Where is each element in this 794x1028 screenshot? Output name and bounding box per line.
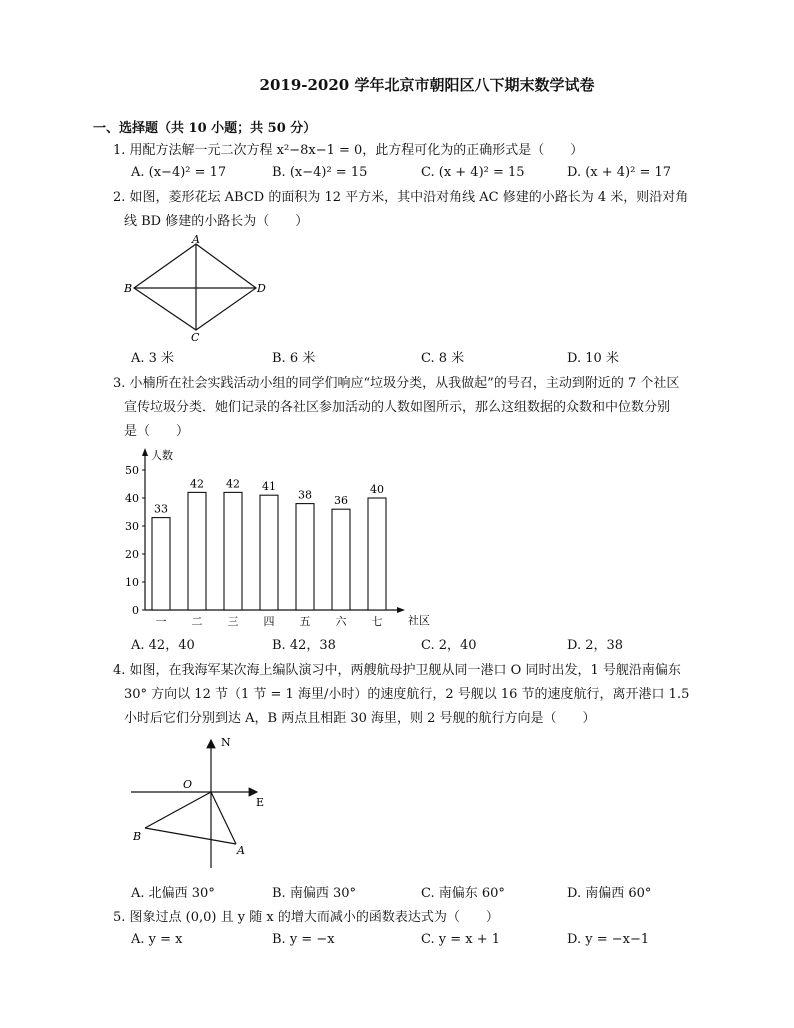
x-tick-label: 一: [155, 615, 167, 628]
y-axis-arrow: [142, 448, 148, 456]
question-3-line2: 宣传垃圾分类．她们记录的各社区参加活动的人数如图所示，那么这组数据的众数和中位数分别: [124, 400, 671, 415]
q4-option-b: B. 南偏西 30°: [272, 886, 356, 901]
question-2-line1: 2. 如图，菱形花坛 ABCD 的面积为 12 平方米，其中沿对角线 AC 修建的小路长为 4 米，则沿对角: [113, 190, 689, 205]
label-e: E: [256, 796, 265, 809]
rhombus-figure: [120, 232, 280, 344]
segment-ob: [145, 792, 211, 828]
q3-option-c: C. 2，40: [421, 638, 477, 653]
bar-value-label: 42: [226, 477, 240, 491]
q2-option-c: C. 8 米: [421, 351, 465, 366]
bar-chart: [110, 444, 440, 630]
bar: [224, 492, 242, 610]
question-4-line3: 小时后它们分别到达 A，B 两点且相距 30 海里，则 2 号舰的航行方向是（ ）: [124, 711, 596, 726]
bar: [188, 492, 206, 610]
q2-option-a: A. 3 米: [131, 351, 175, 366]
page-title: 2019-2020 学年北京市朝阳区八下期末数学试卷: [259, 76, 595, 94]
y-tick-label: 40: [125, 492, 139, 505]
segment-ab: [145, 828, 236, 844]
y-tick-label: 50: [125, 464, 139, 477]
x-tick-label: 五: [299, 615, 311, 628]
bar: [296, 504, 314, 610]
q3-option-a: A. 42，40: [131, 638, 195, 653]
bar: [368, 498, 386, 610]
segment-oa: [211, 792, 236, 844]
y-tick-label: 20: [125, 548, 139, 561]
q1-option-d: D. (x + 4)² = 17: [567, 165, 672, 180]
label-o: O: [183, 778, 193, 791]
q5-option-a: A. y = x: [131, 932, 183, 947]
label-a: A: [192, 233, 200, 246]
bar-value-label: 38: [298, 488, 312, 502]
x-tick-label: 二: [191, 615, 203, 628]
q2-option-d: D. 10 米: [567, 351, 619, 366]
x-axis-arrow: [397, 607, 405, 613]
label-a-point: A: [237, 844, 245, 857]
bar: [332, 509, 350, 610]
question-4-line1: 4. 如图，在我海军某次海上编队演习中，两艘航母护卫舰从同一港口 O 同时出发，1 号舰沿南偏东: [113, 663, 681, 678]
label-b-point: B: [133, 830, 142, 843]
y-tick-label: 30: [125, 520, 139, 533]
x-tick-label: 四: [263, 615, 275, 628]
section-heading: 一、选择题（共 10 小题；共 50 分）: [93, 121, 317, 136]
question-2-line2: 线 BD 修建的小路长为（ ）: [124, 214, 309, 229]
q5-option-c: C. y = x + 1: [421, 932, 501, 947]
question-4-line2: 30° 方向以 12 节（1 节 = 1 海里/小时）的速度航行，2 号舰以 16 节的速度航行，离开港口 1.5: [124, 687, 690, 702]
q3-option-b: B. 42，38: [272, 638, 336, 653]
bar-value-label: 42: [190, 477, 204, 491]
question-3-line3: 是（ ）: [124, 424, 190, 439]
y-axis-label: 人数: [151, 449, 173, 462]
bar-value-label: 36: [334, 494, 348, 508]
bar: [152, 518, 170, 610]
question-3-line1: 3. 小楠所在社会实践活动小组的同学们响应“垃圾分类，从我做起”的号召，主动到附近的 7 个社区: [113, 376, 680, 391]
label-n: N: [221, 736, 231, 749]
bar-value-label: 33: [154, 502, 168, 516]
x-tick-label: 六: [335, 615, 347, 628]
q2-option-b: B. 6 米: [272, 351, 316, 366]
x-tick-label: 七: [371, 615, 383, 628]
x-axis-label: 社区: [408, 614, 430, 627]
question-1-text: 1. 用配方法解一元二次方程 x²−8x−1 = 0，此方程可化为的正确形式是（ ）: [113, 143, 584, 158]
q4-option-a: A. 北偏西 30°: [131, 886, 215, 901]
q1-option-c: C. (x + 4)² = 15: [421, 165, 525, 180]
q4-option-c: C. 南偏东 60°: [421, 886, 505, 901]
q1-option-a: A. (x−4)² = 17: [131, 165, 227, 180]
q4-option-d: D. 南偏西 60°: [567, 886, 652, 901]
y-tick-label: 0: [132, 604, 139, 617]
q5-option-d: D. y = −x−1: [567, 932, 650, 947]
bar-value-label: 41: [262, 480, 276, 494]
navigation-figure: [125, 732, 285, 874]
label-c: C: [191, 331, 200, 344]
bar: [260, 495, 278, 610]
bar-value-label: 40: [370, 483, 384, 496]
q1-option-b: B. (x−4)² = 15: [272, 165, 368, 180]
x-tick-label: 三: [227, 615, 239, 628]
label-b: B: [124, 282, 133, 295]
q5-option-b: B. y = −x: [272, 932, 335, 947]
y-tick-label: 10: [125, 576, 139, 589]
rhombus-abcd: [134, 244, 256, 330]
q3-option-d: D. 2，38: [567, 638, 624, 653]
question-5-text: 5. 图象过点 (0,0) 且 y 随 x 的增大而减小的函数表达式为（ ）: [113, 910, 499, 925]
label-d: D: [257, 282, 266, 295]
